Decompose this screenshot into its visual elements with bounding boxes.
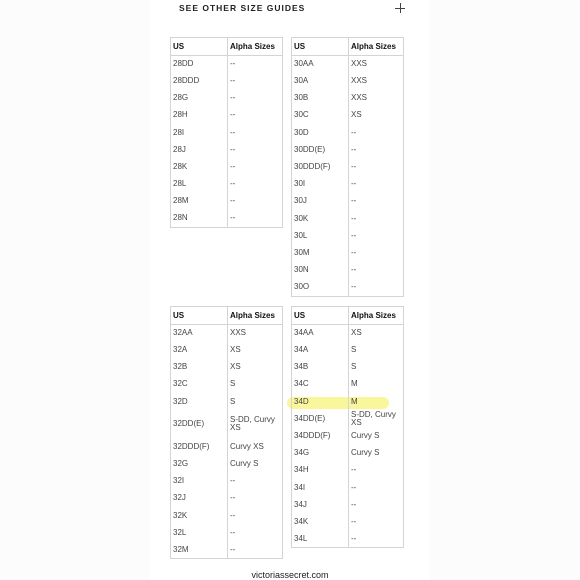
alpha-size-cell: -- <box>349 176 404 193</box>
table-row <box>171 210 283 227</box>
alpha-size-cell: -- <box>228 159 283 176</box>
alpha-size-cell: -- <box>349 279 404 296</box>
alpha-size-cell: -- <box>349 193 404 210</box>
alpha-size-cell: -- <box>349 479 404 496</box>
table-row <box>171 107 283 124</box>
alpha-size-cell: -- <box>349 496 404 513</box>
alpha-size-cell: XXS <box>228 325 283 342</box>
table-row <box>292 279 404 296</box>
size-guides-title: SEE OTHER SIZE GUIDES <box>179 3 306 13</box>
us-size-cell: 30N <box>292 262 349 279</box>
us-size-cell: 30J <box>292 193 349 210</box>
us-size-cell: 32J <box>171 490 228 507</box>
table-row <box>171 490 283 507</box>
column-header-alpha: Alpha Sizes <box>228 307 283 325</box>
us-size-cell: 32C <box>171 376 228 393</box>
size-table-30 <box>291 37 404 297</box>
us-size-cell: 32G <box>171 456 228 473</box>
us-size-cell: 34DD(E) <box>292 410 349 427</box>
alpha-size-cell: M <box>349 393 404 410</box>
source-caption: victoriassecret.com <box>251 570 329 580</box>
column-header-alpha: Alpha Sizes <box>228 38 283 56</box>
table-row <box>171 410 283 438</box>
size-table-32 <box>170 306 283 559</box>
us-size-cell: 28I <box>171 124 228 141</box>
us-size-cell: 30M <box>292 245 349 262</box>
alpha-size-cell: XS <box>228 359 283 376</box>
us-size-cell: 30A <box>292 73 349 90</box>
table-row <box>292 90 404 107</box>
alpha-size-cell: -- <box>349 514 404 531</box>
alpha-size-cell: -- <box>228 210 283 227</box>
column-header-alpha: Alpha Sizes <box>349 307 404 325</box>
alpha-size-cell: -- <box>349 531 404 548</box>
us-size-cell: 32D <box>171 393 228 410</box>
table-row <box>171 376 283 393</box>
table-row <box>292 428 404 445</box>
alpha-size-cell: -- <box>349 262 404 279</box>
alpha-size-cell: Curvy S <box>349 445 404 462</box>
alpha-size-cell: Curvy XS <box>228 438 283 455</box>
table-row <box>292 159 404 176</box>
table-row <box>171 393 283 410</box>
table-row <box>292 514 404 531</box>
column-header-us: US <box>292 307 349 325</box>
us-size-cell: 34I <box>292 479 349 496</box>
alpha-size-cell: Curvy S <box>349 428 404 445</box>
table-row <box>171 507 283 524</box>
table-row <box>292 359 404 376</box>
table-row <box>292 124 404 141</box>
us-size-cell: 32M <box>171 542 228 559</box>
table-row <box>171 73 283 90</box>
column-header-alpha: Alpha Sizes <box>349 38 404 56</box>
alpha-size-cell: S <box>228 393 283 410</box>
alpha-size-cell: -- <box>228 56 283 73</box>
us-size-cell: 32I <box>171 473 228 490</box>
background-right <box>430 0 580 580</box>
us-size-cell: 34B <box>292 359 349 376</box>
background-left <box>0 0 150 580</box>
alpha-size-cell: -- <box>228 193 283 210</box>
alpha-size-cell: -- <box>349 210 404 227</box>
alpha-size-cell: -- <box>228 124 283 141</box>
table-row <box>171 176 283 193</box>
alpha-size-cell: XS <box>228 342 283 359</box>
alpha-size-cell: XXS <box>349 90 404 107</box>
us-size-cell: 30K <box>292 210 349 227</box>
table-row <box>171 438 283 455</box>
us-size-cell: 28H <box>171 107 228 124</box>
alpha-size-cell: -- <box>349 124 404 141</box>
us-size-cell: 30D <box>292 124 349 141</box>
alpha-size-cell: S <box>228 376 283 393</box>
table-row <box>292 107 404 124</box>
table-row <box>171 124 283 141</box>
us-size-cell: 34DDD(F) <box>292 428 349 445</box>
us-size-cell: 28N <box>171 210 228 227</box>
table-row <box>292 325 404 342</box>
us-size-cell: 30DD(E) <box>292 141 349 158</box>
table-row <box>292 410 404 427</box>
table-row <box>171 325 283 342</box>
table-row <box>292 531 404 548</box>
us-size-cell: 28DDD <box>171 73 228 90</box>
us-size-cell: 34D <box>292 393 349 410</box>
alpha-size-cell: -- <box>228 176 283 193</box>
table-row <box>292 193 404 210</box>
alpha-size-cell: -- <box>228 542 283 559</box>
us-size-cell: 32A <box>171 342 228 359</box>
table-row <box>292 342 404 359</box>
us-size-cell: 30DDD(F) <box>292 159 349 176</box>
alpha-size-cell: S-DD, Curvy XS <box>228 410 283 438</box>
us-size-cell: 34J <box>292 496 349 513</box>
plus-icon[interactable] <box>395 3 405 13</box>
alpha-size-cell: -- <box>349 227 404 244</box>
alpha-size-cell: XS <box>349 107 404 124</box>
us-size-cell: 28K <box>171 159 228 176</box>
table-row <box>171 56 283 73</box>
size-guides-header[interactable] <box>179 0 405 16</box>
alpha-size-cell: -- <box>228 107 283 124</box>
alpha-size-cell: S-DD, Curvy XS <box>349 410 404 427</box>
us-size-cell: 34H <box>292 462 349 479</box>
us-size-cell: 34G <box>292 445 349 462</box>
us-size-cell: 28M <box>171 193 228 210</box>
alpha-size-cell: XXS <box>349 56 404 73</box>
us-size-cell: 34K <box>292 514 349 531</box>
alpha-size-cell: XXS <box>349 73 404 90</box>
alpha-size-cell: -- <box>349 159 404 176</box>
alpha-size-cell: -- <box>228 73 283 90</box>
table-row <box>292 176 404 193</box>
table-row <box>292 73 404 90</box>
table-row <box>292 496 404 513</box>
us-size-cell: 32K <box>171 507 228 524</box>
us-size-cell: 34L <box>292 531 349 548</box>
table-row <box>171 359 283 376</box>
table-row <box>171 456 283 473</box>
us-size-cell: 34A <box>292 342 349 359</box>
table-row <box>171 473 283 490</box>
alpha-size-cell: -- <box>228 490 283 507</box>
table-row <box>292 141 404 158</box>
size-table-28 <box>170 37 283 228</box>
table-row <box>171 542 283 559</box>
us-size-cell: 30C <box>292 107 349 124</box>
us-size-cell: 32L <box>171 524 228 541</box>
alpha-size-cell: -- <box>228 507 283 524</box>
table-row <box>171 342 283 359</box>
table-row <box>292 245 404 262</box>
size-table-34 <box>291 306 404 548</box>
column-header-us: US <box>171 38 228 56</box>
us-size-cell: 34AA <box>292 325 349 342</box>
us-size-cell: 32DD(E) <box>171 410 228 438</box>
us-size-cell: 34C <box>292 376 349 393</box>
us-size-cell: 32B <box>171 359 228 376</box>
table-row <box>292 479 404 496</box>
table-row <box>292 445 404 462</box>
table-row <box>171 90 283 107</box>
us-size-cell: 30L <box>292 227 349 244</box>
alpha-size-cell: -- <box>228 90 283 107</box>
us-size-cell: 30AA <box>292 56 349 73</box>
table-row <box>292 462 404 479</box>
table-row <box>292 56 404 73</box>
us-size-cell: 30I <box>292 176 349 193</box>
column-header-us: US <box>171 307 228 325</box>
table-row <box>171 193 283 210</box>
us-size-cell: 32DDD(F) <box>171 438 228 455</box>
alpha-size-cell: -- <box>349 141 404 158</box>
alpha-size-cell: M <box>349 376 404 393</box>
alpha-size-cell: S <box>349 342 404 359</box>
table-row <box>171 141 283 158</box>
alpha-size-cell: XS <box>349 325 404 342</box>
us-size-cell: 28DD <box>171 56 228 73</box>
table-row <box>292 210 404 227</box>
alpha-size-cell: -- <box>228 141 283 158</box>
us-size-cell: 28L <box>171 176 228 193</box>
alpha-size-cell: -- <box>349 462 404 479</box>
us-size-cell: 32AA <box>171 325 228 342</box>
alpha-size-cell: -- <box>228 524 283 541</box>
alpha-size-cell: -- <box>228 473 283 490</box>
table-row <box>292 393 404 410</box>
table-row <box>171 159 283 176</box>
us-size-cell: 28G <box>171 90 228 107</box>
us-size-cell: 30O <box>292 279 349 296</box>
table-row <box>292 376 404 393</box>
table-row <box>292 262 404 279</box>
table-row <box>292 227 404 244</box>
alpha-size-cell: S <box>349 359 404 376</box>
alpha-size-cell: Curvy S <box>228 456 283 473</box>
table-row <box>171 524 283 541</box>
us-size-cell: 28J <box>171 141 228 158</box>
us-size-cell: 30B <box>292 90 349 107</box>
alpha-size-cell: -- <box>349 245 404 262</box>
column-header-us: US <box>292 38 349 56</box>
